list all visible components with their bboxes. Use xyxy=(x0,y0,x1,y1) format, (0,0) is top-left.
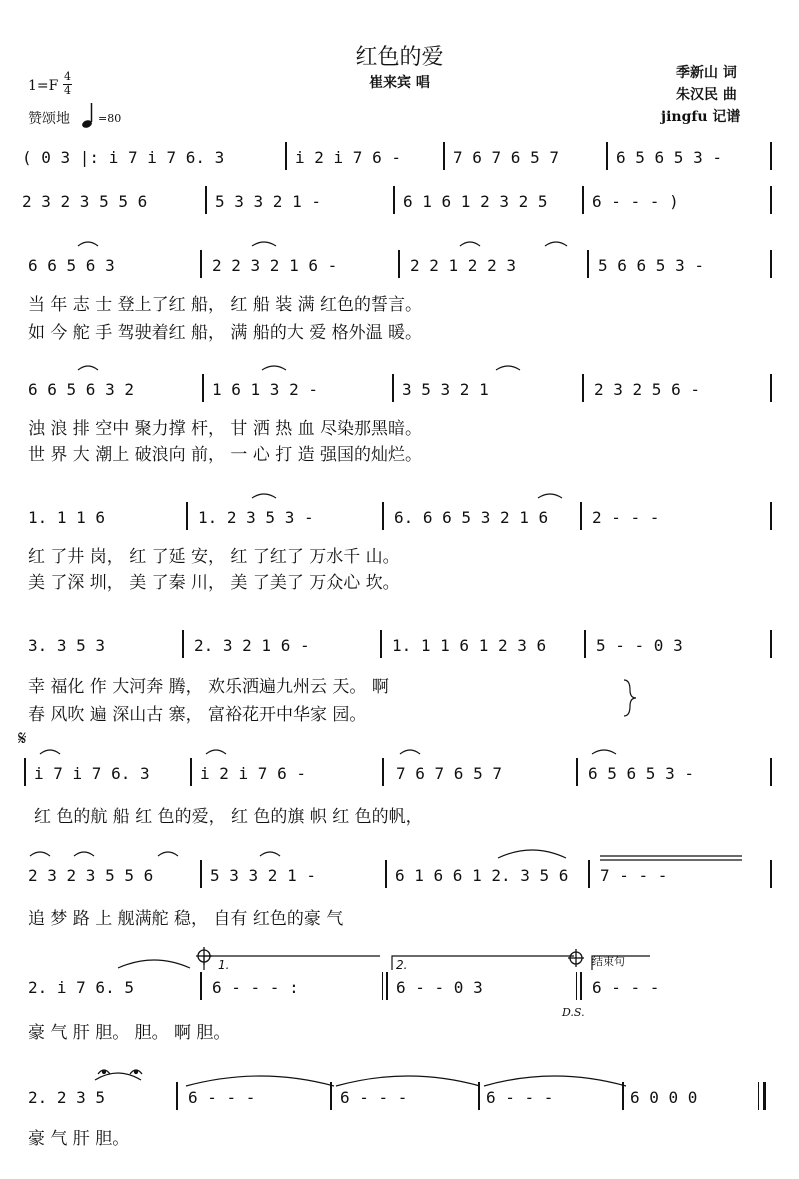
barline xyxy=(385,860,387,888)
tempo-value: =80 xyxy=(98,112,122,125)
barline xyxy=(382,502,384,530)
quarter-note-icon xyxy=(80,100,100,130)
barline xyxy=(176,1082,178,1110)
tempo-label: 赞颂地 xyxy=(28,111,70,127)
barline xyxy=(382,758,384,786)
barline xyxy=(285,142,287,170)
slur xyxy=(74,852,94,856)
barline xyxy=(770,250,772,278)
repeat-end-barline xyxy=(386,972,388,1000)
measure: 2 3 2 3 5 5 6 xyxy=(22,192,148,211)
measure: 2 - - - xyxy=(592,508,660,527)
barline xyxy=(770,630,772,658)
slur xyxy=(545,242,567,246)
barline xyxy=(200,250,202,278)
tie xyxy=(336,1076,480,1086)
measure: 2. i 7 6. 5 xyxy=(28,978,134,997)
measure: 6 1 6 1 2 3 2 5 xyxy=(403,192,548,211)
measure: 2. 2 3 5 xyxy=(28,1088,106,1107)
final-barline-thin xyxy=(758,1082,759,1110)
barline xyxy=(443,142,445,170)
barline xyxy=(478,1082,480,1110)
barline xyxy=(622,1082,624,1110)
lyricist-credit: 季新山 词 xyxy=(676,65,737,81)
barline xyxy=(770,502,772,530)
measure: 6 1 6 6 1 2. 3 5 6 xyxy=(395,866,569,885)
measure: 1. 2 3 5 3 - xyxy=(198,508,314,527)
transcriber-credit: jingfu 记谱 xyxy=(661,109,741,125)
coda-label: 结束句 xyxy=(592,955,625,968)
barline xyxy=(584,630,586,658)
measure: i 2 i 7 6 - xyxy=(295,148,401,167)
slur xyxy=(538,494,562,498)
measure: 6 5 6 5 3 - xyxy=(616,148,722,167)
key-signature: 1=F xyxy=(28,78,59,94)
slur xyxy=(78,366,98,370)
lyric-verse-1: 浊 浪 排 空中 聚力撑 杆， 甘 洒 热 血 尽染那黑暗。 xyxy=(28,419,423,439)
slur xyxy=(592,750,616,754)
measure: 5 3 3 2 1 - xyxy=(215,192,321,211)
barline xyxy=(200,972,202,1000)
measure: 2 2 1 2 2 3 xyxy=(410,256,516,275)
barline xyxy=(182,630,184,658)
slur xyxy=(158,852,178,856)
barline xyxy=(398,250,400,278)
barline xyxy=(380,630,382,658)
measure: 1. 1 1 6 xyxy=(28,508,106,527)
barline xyxy=(580,502,582,530)
slur xyxy=(498,850,566,858)
measure: 6. 6 6 5 3 2 1 6 xyxy=(394,508,549,527)
lyric-verse-1: 当 年 志 士 登上了红 船， 红 船 装 满 红色的誓言。 xyxy=(28,295,423,315)
coda-icon xyxy=(196,947,212,965)
slur xyxy=(40,750,60,754)
barline xyxy=(186,502,188,530)
lyric-ending: 豪 气 肝 胆。 胆。 啊 胆。 xyxy=(28,1023,231,1043)
barline xyxy=(200,860,202,888)
song-title: 红色的爱 xyxy=(355,45,444,70)
measure: 7 6 7 6 5 7 xyxy=(396,764,502,783)
lyric-verse-2: 美 了深 圳， 美 了秦 川， 美 了美了 万众心 坎。 xyxy=(28,573,400,593)
lyric-verse-1: 幸 福化 作 大河奔 腾， 欢乐洒遍九州云 天。 啊 xyxy=(28,677,389,697)
slur xyxy=(260,852,280,856)
measure: 6 - - - xyxy=(592,978,660,997)
slur xyxy=(118,960,190,968)
barline xyxy=(770,758,772,786)
brace xyxy=(624,680,636,716)
measure: 6 5 6 5 3 - xyxy=(588,764,694,783)
slur xyxy=(460,242,480,246)
measure: 6 - - - xyxy=(188,1088,256,1107)
barline xyxy=(190,758,192,786)
barline xyxy=(582,374,584,402)
barline xyxy=(606,142,608,170)
measure: 5 - - 0 3 xyxy=(596,636,683,655)
volta-2-label: 2. xyxy=(396,958,408,972)
composer-credit: 朱汉民 曲 xyxy=(676,87,737,103)
measure: 1. 1 1 6 1 2 3 6 xyxy=(392,636,547,655)
slur xyxy=(30,852,50,856)
slur xyxy=(95,1073,141,1080)
dal-segno-mark: D.S. xyxy=(562,1006,585,1019)
measure: 7 - - - xyxy=(600,866,668,885)
lyric-chorus: 追 梦 路 上 舰满舵 稳， 自有 红色的豪 气 xyxy=(28,909,344,929)
barline xyxy=(393,186,395,214)
measure: 6 0 0 0 xyxy=(630,1088,698,1107)
slur xyxy=(252,242,276,246)
measure: ( 0 3 |: i 7 i 7 6. 3 xyxy=(22,148,225,167)
slur xyxy=(496,366,520,370)
measure: 3 5 3 2 1 xyxy=(402,380,489,399)
lyric-chorus: 红 色的航 船 红 色的爱， 红 色的旗 帜 红 色的帆， xyxy=(34,807,423,827)
measure: 2 3 2 3 5 5 6 xyxy=(28,866,154,885)
slur xyxy=(400,750,420,754)
barline xyxy=(582,186,584,214)
barline xyxy=(770,374,772,402)
measure: 1 6 1 3 2 - xyxy=(212,380,318,399)
lyric-verse-2: 世 界 大 潮上 破浪向 前， 一 心 打 造 强国的灿烂。 xyxy=(28,445,423,465)
tie xyxy=(484,1076,626,1086)
measure: i 2 i 7 6 - xyxy=(200,764,306,783)
barline xyxy=(587,250,589,278)
time-signature-top: 4 xyxy=(64,70,71,83)
slur xyxy=(78,242,98,246)
double-barline xyxy=(580,972,582,1000)
barline xyxy=(205,186,207,214)
coda-icon xyxy=(568,949,584,967)
barline xyxy=(24,758,26,786)
tie xyxy=(186,1076,334,1086)
barline xyxy=(330,1082,332,1110)
lyric-final: 豪 气 肝 胆。 xyxy=(28,1129,130,1149)
measure: 6 6 5 6 3 2 xyxy=(28,380,134,399)
measure: 3. 3 5 3 xyxy=(28,636,106,655)
final-barline xyxy=(763,1082,766,1110)
measure: 6 6 5 6 3 xyxy=(28,256,115,275)
lyric-verse-2: 春 风吹 遍 深山古 寨， 富裕花开中华家 园。 xyxy=(28,705,367,725)
lyric-verse-1: 红 了井 岗， 红 了延 安， 红 了红了 万水千 山。 xyxy=(28,547,400,567)
measure: 5 3 3 2 1 - xyxy=(210,866,316,885)
measure: 2 2 3 2 1 6 - xyxy=(212,256,338,275)
volta-1-label: 1. xyxy=(218,958,230,972)
slur xyxy=(206,750,226,754)
measure: 6 - - - xyxy=(340,1088,408,1107)
barline xyxy=(770,142,772,170)
barline xyxy=(202,374,204,402)
measure: 6 - - 0 3 xyxy=(396,978,483,997)
volta-2-bracket xyxy=(392,956,574,970)
barline xyxy=(770,860,772,888)
barline xyxy=(588,860,590,888)
lyric-verse-2: 如 今 舵 手 驾驶着红 船， 满 船的大 爱 格外温 暖。 xyxy=(28,323,423,343)
measure: i 7 i 7 6. 3 xyxy=(34,764,150,783)
barline xyxy=(770,186,772,214)
barline xyxy=(392,374,394,402)
measure: 7 6 7 6 5 7 xyxy=(453,148,559,167)
slur xyxy=(262,366,286,370)
barline xyxy=(576,758,578,786)
segno-icon: 𝄋 xyxy=(18,726,27,750)
measure: 6 - - - ) xyxy=(592,192,679,211)
time-signature-bottom: 4 xyxy=(64,84,71,97)
measure: 2 3 2 5 6 - xyxy=(594,380,700,399)
slur xyxy=(252,494,276,498)
volta-1-bracket xyxy=(204,956,380,970)
measure: 2. 3 2 1 6 - xyxy=(194,636,310,655)
repeat-end-barline-thin xyxy=(382,972,383,1000)
measure: 6 - - - xyxy=(486,1088,554,1107)
singer-credit: 崔来宾 唱 xyxy=(369,75,430,91)
measure: 6 - - - : xyxy=(212,978,299,997)
measure: 5 6 6 5 3 - xyxy=(598,256,704,275)
double-barline-thin xyxy=(576,972,577,1000)
fermata-icon xyxy=(98,1070,142,1074)
